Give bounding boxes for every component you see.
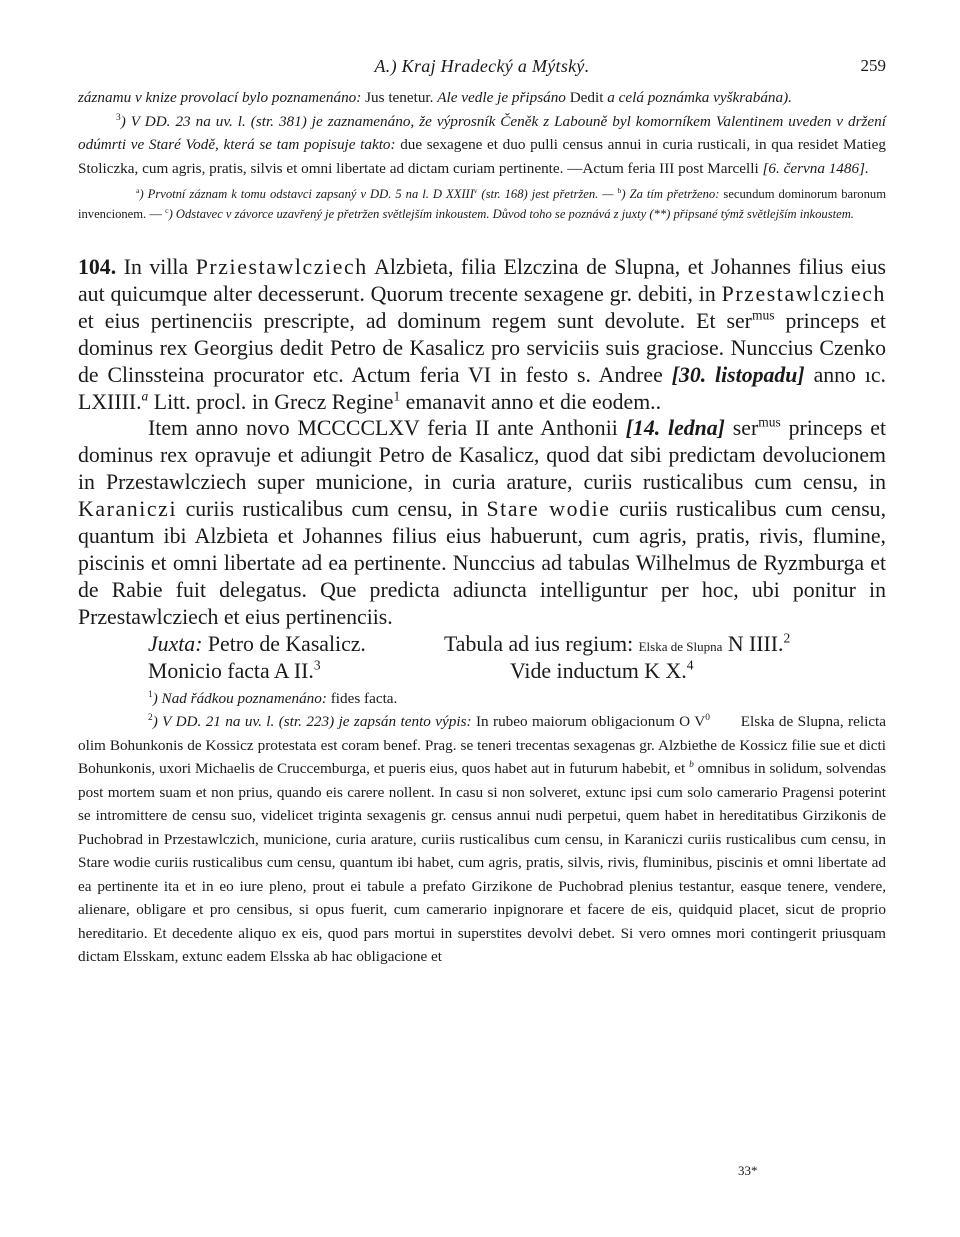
entry-paragraph-1 [78,254,886,415]
place-name: Przestawlcziech [721,281,886,306]
entry-number: 104. [78,255,117,279]
footnotes [78,687,886,969]
entry-text: In villa [123,255,189,279]
footnote-ref: 1 [393,388,401,404]
textual-notes [78,184,886,224]
juxta-line-1-right [444,631,790,661]
note-text: Elska de Slupna, relicta olim Bohunkonis de Kossicz protestata est coram benef. Prag. se teneri trecentas sexagenas gr. Alzbiethe de Kossicz filie sue et dicti Bohunkonis, uxori Michaelis de Cruccemburga, et pueris eius, quos habet aut in futurum habebit, et [78,713,886,778]
top-block [78,86,886,180]
superscript: mus [758,415,781,431]
entry-text: emanavit anno et die eodem.. [405,389,662,414]
entry-text: curiis rusticalibus cum censu, in [185,497,478,522]
note-text: O V [679,713,706,731]
note-italic: (str. 168) jest přetržen. — [481,187,614,201]
footnote-ref: 4 [686,657,694,673]
entry-text: anno ıc. LXIIII. [78,362,886,414]
superscript: mus [751,307,775,323]
note-mark: b [617,185,622,195]
superscript: 0 [705,713,710,724]
header [78,52,886,86]
entry-paragraph-2 [78,415,886,630]
juxta-line-1-left [148,631,366,658]
note-italic: ) Prvotní záznam k tomu odstavci zapsaný v DD. 5 na l. D XXIII [139,187,474,201]
entry-text: Item anno novo MCCCCLXV feria II ante Anthonii [148,416,618,441]
juxta-line-2-right [510,658,693,685]
note-italic: ) V DD. 23 na uv. l. (str. 381) je zaznamenáno, že výprosník Čeněk z Labouně byl komorníkem Valentinem uveden v držení odúmrti ve Staré Vodě, která se tam popisuje takto: [78,112,886,153]
note-italic: a celá poznámka vyškrabána). [607,89,792,106]
place-name: Stare wodie [486,497,611,522]
footnote-mark: 3 [116,112,121,123]
note-text: Dedit [569,89,604,106]
note-italic: Ale vedle je připsáno [437,89,566,106]
entry-text: et eius pertinenciis. [223,604,393,629]
juxta-block [78,631,886,685]
entry-text: princeps et dominus rex Georgius dedit Petro de Kasalicz pro serviciis suis graciose. Nunccius Czenko de Clinssteina procurator etc. Actum feria VI in festo s. Andree [78,308,886,387]
note-separator: — [149,207,162,221]
footnote-mark: 1 [148,689,153,700]
entry-text: et eius pertinenciis prescripte, ad dominum regem sunt devolute. Et ser [78,308,752,333]
footnote-1 [78,687,886,711]
entry-text: Alzbieta, filia Elzczina de Slupna, et Johannes filius eius aut quicumque alter decesserunt. Quorum trecente sexagene gr. debiti, in [78,255,886,306]
entry-text: princeps et dominus rex opravuje et adiungit Petro de Kasalicz, quod dat sibi predictam devolucionem in Przestawlcziech super municione, in curia arature, curiis rusticalibus cum censu, in [78,416,887,495]
signature-mark: 33* [738,1163,758,1178]
note-italic: ) Za tím přetrženo: [621,187,720,201]
juxta-text: N IIII. [727,631,784,656]
note-text: fides facta. [330,689,398,707]
juxta-text: Tabula ad ius regium: [444,631,634,656]
footnote-mark: 2 [148,713,153,724]
note-italic: ) Odstavec v závorce uzavřený je přetržen světlejším inkoustem. Důvod toho se poznává z juxty (**) připsané týmž světlejším inkoustem. [168,207,854,221]
continued-note [78,86,886,110]
note-date: [6. června 1486]. [762,159,869,177]
footnote-3 [78,110,886,181]
entry-text: curiis rusticalibus cum censu, quantum ibi Alzbieta et Johannes filius eius habuerunt, cum agris, pratis, rivis, flumine, piscinis et omni libertate ad ea pertinente. Nunccius ad tabulas Wilhelmus de Ryzmburga et de Rabie fuit delegatus. Que predicta adiuncta intelliguntur per hoc, ubi ponitur in [78,497,887,602]
footnote-2 [78,710,886,969]
note-ref: a [141,388,149,404]
juxta-text: Monicio facta A II. [148,658,314,683]
note-italic: záznamu v knize provolací bylo poznamenáno: [78,89,362,106]
note-mark: c [165,205,169,215]
page-number: 259 [860,56,886,75]
date-bracket: [30. listopadu] [671,362,805,387]
juxta-small: Elska de Slupna [638,638,723,654]
textual-note-line [78,184,886,224]
running-head: A.) Kraj Hradecký a Mýtský. [374,56,590,76]
juxta-text: Petro de Kasalicz. [207,631,366,656]
juxta-label: Juxta: [148,631,203,656]
entry-text: Litt. procl. in Grecz Regine [153,389,394,414]
page [78,52,886,969]
entry-text: ser [732,416,759,441]
footnote-ref: 2 [783,630,791,646]
note-mark: a [136,185,140,195]
place-name: Karaniczi [78,497,178,522]
note-text: In rubeo maiorum obligacionum [475,713,675,731]
note-text: omnibus in solidum, solvendas post mortem suam et non prius, quando eis carere nollent. In casu si non solveret, extunc ipsi cum solo camerario Pragensi poterint se intromittere de censu suo, videlicet triginta sexagenis gr. census annui nudi perpetui, quem habet in hereditatibus Girzikonis de Puchobrad in Przestawlczich, municione, curia arature, curiis rusticalibus cum censu, in Karaniczi curiis rusticalibus cum censu, in Stare wodie curiis rusticalibus cum censu, quantum ibi habet, cum agris, pratis, silvis, rivis, fluminibus, piscinis et omni libertate ad ea pertinente ita et in eo iure pleno, prout ei tabule a prefato Girzikone de Puchobrad plenius testantur, easque tenere, vendere, alienare, obligare et pro censibus, si opus fuerit, cum camerario inpignorare et facere de eis, quidquid placet, sicut de proprio hereditario. Et decedente aliquo ex eis, quod pars mortui in superstites devolvi debet. Si vero omnes mori contingerit priusquam dictam Elsskam, extunc eadem Elsska ab hac obligacione et [78,760,887,966]
note-text: due sexagene et duo pulli census annui in curia rusticali, in qua residet Matieg Stoliczka, cum agris, pratis, silvis et omni libertate ad dictam curiam pertinente. —Actum feria III post Marcelli [78,136,886,177]
place-name: Prziestawlcziech [195,255,368,279]
juxta-text: Vide inductum K X. [510,658,687,683]
note-italic: ) Nad řádkou poznamenáno: [152,689,327,707]
note-text: secundum dominorum baronum invencionem. [78,187,886,221]
juxta-line-2-left [148,658,321,685]
note-ref: b [689,760,694,771]
footnote-ref: 3 [313,657,321,673]
entry-104 [78,254,886,631]
note-text: Jus tenetur. [365,89,434,106]
note-italic: ) V DD. 21 na uv. l. (str. 223) je zapsán tento výpis: [152,713,472,731]
place-name: Przestawlcziech [78,604,219,629]
note-sup: v [473,185,478,195]
date-bracket: [14. ledna] [625,416,725,441]
